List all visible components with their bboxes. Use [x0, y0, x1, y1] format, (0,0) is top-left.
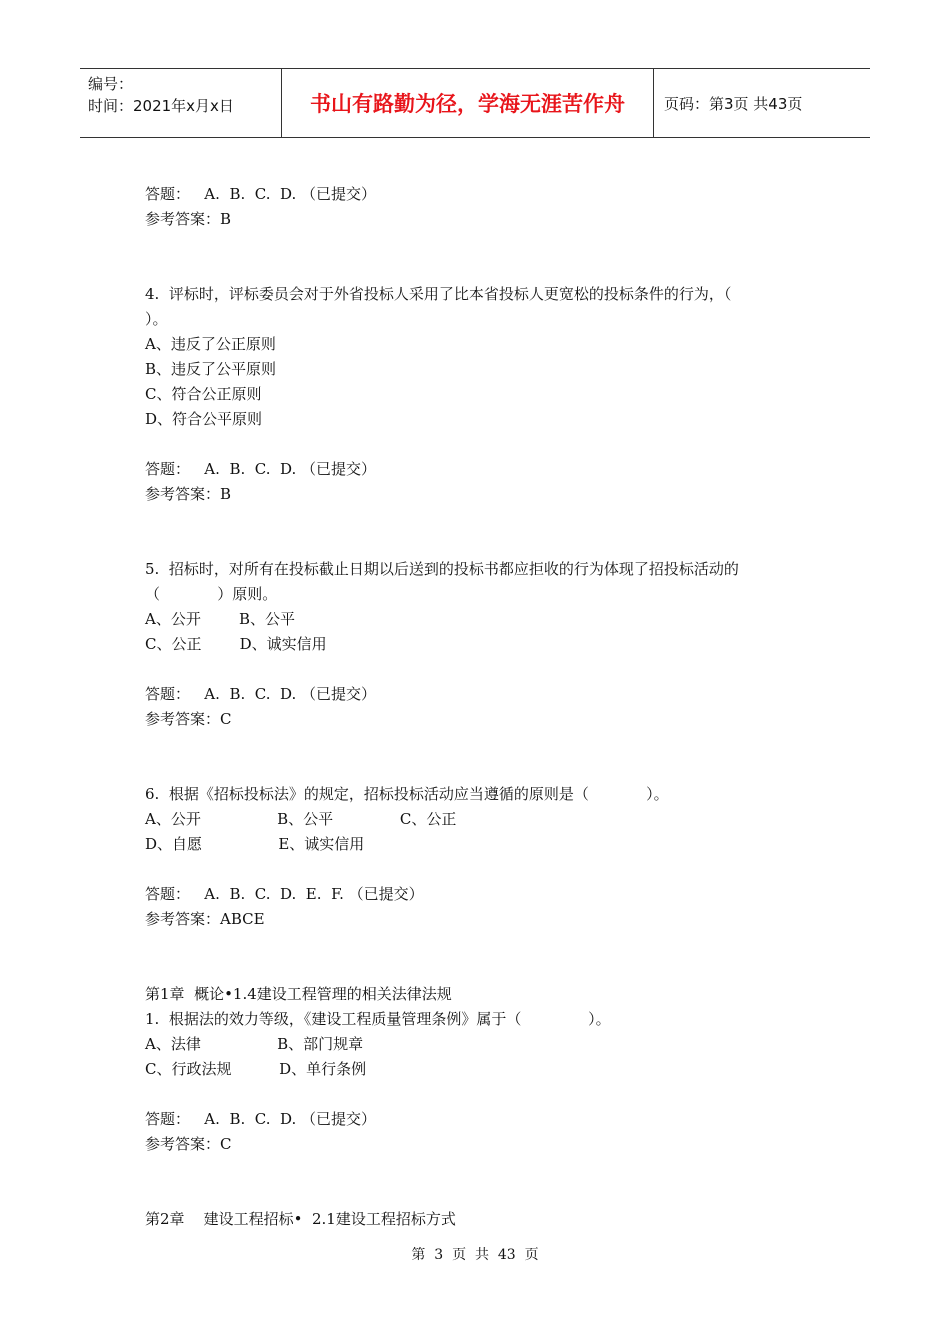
header-motto-cell: [282, 69, 654, 137]
q3-answer: 答题： A. B. C. D. （已提交）: [145, 185, 377, 203]
section-heading-2-1: 第2章 建设工程招标• 2.1建设工程招标方式: [145, 1210, 456, 1228]
q6-question: 6. 根据《招标投标法》的规定，招标投标活动应当遵循的原则是（ ）。: [145, 785, 669, 803]
q5-answer: 答题： A. B. C. D. （已提交）: [145, 685, 377, 703]
document-body: [145, 182, 825, 1232]
q6-options-line1: A、公开 B、公平 C、公正: [145, 810, 457, 828]
s14-q1-reference-answer: 参考答案：C: [145, 1135, 232, 1153]
s14-q1-answer: 答题： A. B. C. D. （已提交）: [145, 1110, 377, 1128]
q4-reference-answer: 参考答案：B: [145, 485, 232, 503]
q5-question-line2: （ ）原则。: [145, 585, 278, 603]
q6-answer: 答题： A. B. C. D. E. F. （已提交）: [145, 885, 424, 903]
s14-q1-question: 1. 根据法的效力等级，《建设工程质量管理条例》属于（ ）。: [145, 1010, 611, 1028]
q3-reference-answer: 参考答案：B: [145, 210, 232, 228]
q5-reference-answer: 参考答案：C: [145, 710, 232, 728]
page-header: [80, 68, 870, 138]
q4-option-a: A、违反了公正原则: [145, 335, 276, 353]
number-label: 编号：: [88, 75, 134, 93]
q4-question-line1: 4. 评标时，评标委员会对于外省投标人采用了比本省投标人更宽松的投标条件的行为，（: [145, 285, 732, 303]
q4-option-b: B、违反了公平原则: [145, 360, 277, 378]
footer-page-number: 第 3 页 共 43 页: [411, 1247, 539, 1263]
q5-options-line1: A、公开 B、公平: [145, 610, 296, 628]
page-info-text: 页码：第3页 共43页: [664, 94, 803, 113]
section-heading-1-4: 第1章 概论•1.4建设工程管理的相关法律法规: [145, 985, 452, 1003]
q4-option-d: D、符合公平原则: [145, 410, 263, 428]
q4-option-c: C、符合公正原则: [145, 385, 262, 403]
q5-options-line2: C、公正 D、诚实信用: [145, 635, 327, 653]
header-meta: [80, 69, 282, 137]
time-label: 时间：2021年x月x日: [88, 97, 234, 115]
s14-q1-options-line1: A、法律 B、部门规章: [145, 1035, 364, 1053]
q6-reference-answer: 参考答案：ABCE: [145, 910, 265, 928]
page-footer: [0, 1244, 950, 1264]
header-page-info: [654, 69, 870, 137]
q4-answer: 答题： A. B. C. D. （已提交）: [145, 460, 377, 478]
q4-question-line2: ）。: [145, 310, 168, 328]
q6-options-line2: D、自愿 E、诚实信用: [145, 835, 365, 853]
motto-text: 书山有路勤为径，学海无涯苦作舟: [310, 92, 625, 116]
s14-q1-options-line2: C、行政法规 D、单行条例: [145, 1060, 367, 1078]
q5-question-line1: 5. 招标时，对所有在投标截止日期以后送到的投标书都应拒收的行为体现了招投标活动的: [145, 560, 739, 578]
